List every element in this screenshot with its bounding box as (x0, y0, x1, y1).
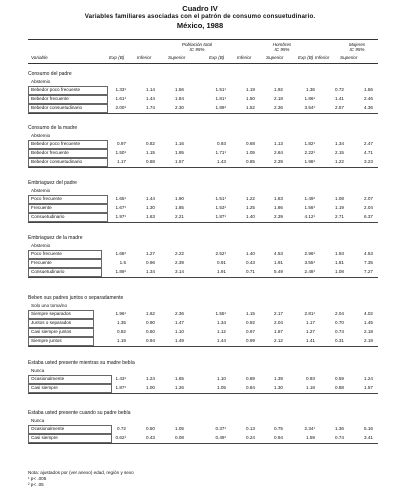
table-row (28, 267, 378, 276)
table-row (28, 85, 378, 94)
table-cell: 1.83 (274, 196, 283, 201)
table-cell: 1.15 (146, 150, 155, 155)
table-cell: 1.89¹ (215, 105, 226, 110)
table-cell: 1.90 (175, 196, 184, 201)
section-rule (28, 346, 378, 347)
group-header-men (245, 42, 319, 52)
table-cell: 2.17 (274, 311, 283, 316)
section-rule (28, 167, 378, 168)
table-cell: 1.85 (175, 205, 184, 210)
footnote-p2: ² p< .05 (28, 482, 44, 487)
section-rule (28, 222, 378, 223)
row-label: Juntos o separados (31, 320, 72, 325)
section-title: Embriaguez de la madre (28, 235, 83, 241)
table-cell: 0.70 (335, 320, 344, 325)
table-cell: 1.35 (117, 320, 126, 325)
table-cell: 1.41 (306, 338, 315, 343)
table-cell: 1.84 (175, 96, 184, 101)
table-cell: 1.15 (246, 311, 255, 316)
row-label: Poco frecuente (31, 196, 62, 201)
section-title: Beben sus padres juntos o separadamente (28, 295, 124, 301)
table-cell: 7.27 (364, 269, 373, 274)
table-cell: 1.43 (217, 159, 226, 164)
table-cell: 0.50 (146, 426, 155, 431)
table-cell: 1.14 (146, 87, 155, 92)
table-cell: 1.56¹ (304, 205, 315, 210)
table-cell: 0.93 (306, 376, 315, 381)
row-label: Bebedor frecuente (31, 150, 69, 155)
table-cell: 1.49¹ (304, 196, 315, 201)
row-label: Bebedor frecuente (31, 96, 69, 101)
group-ci: IC 95% (189, 47, 205, 52)
table-cell: 1.34 (217, 320, 226, 325)
reference-category: Abstemio (31, 133, 51, 138)
table-cell: 0.43 (246, 260, 255, 265)
table-cell: 1.62 (146, 311, 155, 316)
table-number: Cuadro IV (182, 4, 218, 13)
row-label: Frecuente (31, 205, 52, 210)
table-title-block (0, 5, 400, 30)
table-cell: 5.49 (274, 269, 283, 274)
table-cell: 1.22 (246, 196, 255, 201)
header-top-rule (28, 39, 378, 40)
table-cell: 0.97 (117, 141, 126, 146)
table-cell: 0.88 (146, 159, 155, 164)
table-cell: 1.36 (306, 87, 315, 92)
table-cell: 1.91 (274, 260, 283, 265)
col-superior-men: Superior (266, 55, 284, 60)
table-cell: 0.84 (246, 385, 255, 390)
table-cell: 2.81¹ (304, 311, 315, 316)
table-cell: 1.10 (217, 376, 226, 381)
section-rule (28, 443, 378, 444)
reference-category: Abstemio (31, 188, 51, 193)
table-cell: 0.94 (274, 435, 283, 440)
table-cell: 1.12 (217, 329, 226, 334)
table-cell: 1.40 (246, 214, 255, 219)
table-cell: 1.05 (246, 150, 255, 155)
table-cell: 1.56 (364, 87, 373, 92)
table-cell: 1.08 (335, 269, 344, 274)
table-cell: 0.24 (246, 435, 255, 440)
table-cell: 2.04 (335, 311, 344, 316)
table-cell: 1.55¹ (215, 311, 226, 316)
table-column-header (0, 39, 400, 65)
section-rule (28, 113, 378, 114)
table-cell: 2.96¹ (304, 251, 315, 256)
section-title: Estaba usted presente cuando su padre bebía (28, 410, 131, 416)
table-row (28, 318, 378, 327)
table-cell: 2.71 (335, 214, 344, 219)
table-cell: 1.71¹ (215, 150, 226, 155)
group-title: Mujeres (348, 42, 366, 47)
row-label: Ocasionalmente (31, 426, 65, 431)
table-cell: 1.74 (146, 105, 155, 110)
table-cell: 1.34 (146, 269, 155, 274)
table-cell: 0.85 (246, 159, 255, 164)
table-cell: 1.91 (217, 269, 226, 274)
table-cell: 1.51¹ (215, 196, 226, 201)
section-rule (28, 393, 378, 394)
table-cell: 1.86 (274, 205, 283, 210)
table-cell: 2.39 (175, 260, 184, 265)
table-section (28, 295, 378, 345)
table-row (28, 212, 378, 221)
row-label: Bebedor poco frecuente (31, 141, 81, 146)
section-title: Consumo de la madre (28, 125, 78, 131)
group-title: Población total (181, 42, 213, 47)
table-cell: 1.18 (306, 385, 315, 390)
table-cell: 2.04 (364, 205, 373, 210)
table-cell: 1.87¹ (115, 385, 126, 390)
table-cell: 0.75 (274, 426, 283, 431)
reference-category: Solo uno toma/no (31, 303, 68, 308)
table-cell: 1.10 (175, 329, 184, 334)
section-title: Estaba usted presente mientras su madre bebía (28, 360, 135, 366)
table-cell: 3.55¹ (304, 260, 315, 265)
table-cell: 0.89 (246, 376, 255, 381)
reference-category: Abstemio (31, 79, 51, 84)
table-cell: 1.24 (364, 376, 373, 381)
table-cell: 1.33¹ (115, 87, 126, 92)
table-cell: 1.59 (306, 435, 315, 440)
table-cell: 1.67¹ (115, 205, 126, 210)
table-row (28, 327, 378, 336)
table-cell: 0.62¹ (115, 435, 126, 440)
table-row (28, 94, 378, 103)
table-cell: 3.14 (175, 269, 184, 274)
table-row (28, 258, 378, 267)
table-cell: 1.26 (175, 385, 184, 390)
table-cell: 1.86¹ (304, 96, 315, 101)
table-cell: 3.54¹ (304, 105, 315, 110)
reference-category: Nunca (31, 368, 45, 373)
table-cell: 2.39 (274, 214, 283, 219)
table-cell: 0.60 (146, 329, 155, 334)
table-cell: 4.53 (274, 251, 283, 256)
table-section (28, 180, 378, 221)
table-cell: 1.65 (175, 376, 184, 381)
table-cell: 0.37¹ (215, 426, 226, 431)
col-superior-total: Superior (168, 55, 186, 60)
table-cell: 1.13 (274, 141, 283, 146)
table-cell: 0.74 (335, 435, 344, 440)
table-row (28, 309, 378, 318)
col-exp-b-women: Exp (B) (298, 55, 314, 60)
row-label: Casi siempre (31, 385, 58, 390)
reference-category: Abstemio (31, 243, 51, 248)
col-inferior-men: Inferior (237, 55, 252, 60)
section-rule (28, 277, 378, 278)
table-cell: 0.94 (146, 338, 155, 343)
table-cell: 1.96¹ (115, 311, 126, 316)
table-cell: 1.61¹ (115, 96, 126, 101)
row-label: Bebedor consuetudinario (31, 159, 83, 164)
table-cell: 2.15 (335, 150, 344, 155)
table-cell: 1.25 (246, 205, 255, 210)
table-cell: 4.53 (364, 251, 373, 256)
table-cell: 0.82 (146, 141, 155, 146)
footnote-p1: ¹ p< .005 (28, 476, 47, 481)
table-cell: 1.45 (364, 320, 373, 325)
table-cell: 1.68¹ (115, 251, 126, 256)
table-cell: 1.65¹ (115, 196, 126, 201)
table-cell: 2.57 (335, 105, 344, 110)
row-label: Bebedor consuetudinario (31, 105, 83, 110)
table-cell: 1.19 (335, 205, 344, 210)
reference-category: Nunca (31, 418, 45, 423)
table-cell: 1.82¹ (304, 141, 315, 146)
table-cell: 1.49 (175, 338, 184, 343)
table-row (28, 139, 378, 148)
table-cell: 2.30 (175, 105, 184, 110)
table-row (28, 103, 378, 112)
table-cell: 2.04 (274, 320, 283, 325)
row-label: Consuetudinario (31, 214, 65, 219)
table-row (28, 148, 378, 157)
table-row (28, 383, 378, 392)
table-cell: 1.24 (146, 376, 155, 381)
table-cell: 0.08 (175, 435, 184, 440)
table-cell: 0.90 (146, 320, 155, 325)
row-label: Casi siempre juntos (31, 329, 72, 334)
section-title: Consumo del padre (28, 71, 72, 77)
table-section (28, 71, 378, 112)
col-superior-women: Superior (340, 55, 358, 60)
table-cell: 1.89¹ (115, 269, 126, 274)
table-row (28, 194, 378, 203)
table-cell: 1.81 (335, 260, 344, 265)
table-cell: 1.95 (175, 150, 184, 155)
row-label: Consuetudinario (31, 269, 65, 274)
table-cell: 0.72 (117, 426, 126, 431)
table-cell: 2.18 (364, 329, 373, 334)
table-cell: 1.87 (274, 329, 283, 334)
table-cell: 1.87¹ (215, 214, 226, 219)
table-cell: 2.21 (175, 214, 184, 219)
table-cell: 2.07 (364, 196, 373, 201)
table-cell: 1.92 (274, 87, 283, 92)
section-title: Embriaguez del padre (28, 180, 77, 186)
row-label: Bebedor poco frecuente (31, 87, 81, 92)
table-cell: 1.39 (274, 376, 283, 381)
table-cell: 2.46 (364, 96, 373, 101)
table-cell: 5.16 (364, 426, 373, 431)
table-section (28, 235, 378, 276)
table-cell: 1.97¹ (115, 214, 126, 219)
table-row (28, 336, 378, 345)
table-row (28, 433, 378, 442)
col-exp-b-men: Exp (B) (209, 55, 225, 60)
row-label: Ocasionalmente (31, 376, 65, 381)
table-cell: 2.34¹ (304, 426, 315, 431)
table-cell: 0.96 (146, 260, 155, 265)
table-cell: 2.47 (364, 141, 373, 146)
table-cell: 4.36 (364, 105, 373, 110)
table-cell: 1.16 (175, 141, 184, 146)
table-cell: 1.81¹ (215, 96, 226, 101)
table-cell: 0.13 (246, 426, 255, 431)
table-cell: 1.5 (119, 260, 126, 265)
footnote-note: Nota: ajustados por (ver anexo) edad, región y sexo (28, 470, 134, 475)
table-cell: 0.71 (246, 269, 255, 274)
table-cell: 0.49¹ (215, 435, 226, 440)
table-row (28, 424, 378, 433)
table-cell: 2.22¹ (304, 150, 315, 155)
table-cell: 0.92 (246, 320, 255, 325)
table-cell: 1.19 (117, 338, 126, 343)
table-cell: 4.71 (364, 150, 373, 155)
table-cell: 1.47 (175, 320, 184, 325)
table-cell: 1.30 (274, 385, 283, 390)
row-label: Poco frecuente (31, 251, 62, 256)
table-place-year: México, 1988 (176, 21, 224, 30)
table-cell: 0.72 (335, 87, 344, 92)
table-cell: 0.67 (246, 329, 255, 334)
table-cell: 1.19 (246, 87, 255, 92)
variable-column-header: Variable (31, 55, 48, 60)
table-cell: 4.02 (364, 311, 373, 316)
table-cell: 1.44 (146, 96, 155, 101)
table-cell: 1.08 (335, 196, 344, 201)
table-cell: 1.57 (364, 385, 373, 390)
table-cell: 1.50¹ (115, 150, 126, 155)
table-cell: 1.27 (146, 251, 155, 256)
table-cell: 1.34 (335, 141, 344, 146)
table-cell: 1.05 (217, 385, 226, 390)
table-section (28, 125, 378, 166)
table-cell: 1.50 (246, 96, 255, 101)
table-cell: 2.36 (274, 105, 283, 110)
table-cell: 2.52¹ (215, 251, 226, 256)
table-cell: 0.88 (335, 385, 344, 390)
table-cell: 2.18 (274, 96, 283, 101)
table-cell: 0.91 (217, 260, 226, 265)
table-cell: 1.52 (246, 105, 255, 110)
table-cell: 3.23 (364, 159, 373, 164)
table-cell: 0.59 (335, 376, 344, 381)
table-cell: 2.48¹ (304, 269, 315, 274)
table-cell: 1.36 (335, 426, 344, 431)
table-cell: 1.44 (146, 196, 155, 201)
table-cell: 1.98¹ (304, 159, 315, 164)
table-cell: 1.56 (175, 87, 184, 92)
col-inferior-women: Inferior (315, 55, 330, 60)
col-exp-b-total: Exp (B) (109, 55, 125, 60)
table-cell: 1.05 (175, 426, 184, 431)
table-row (28, 249, 378, 258)
table-cell: 3.41 (364, 435, 373, 440)
table-section (28, 410, 378, 442)
table-cell: 1.00 (146, 385, 155, 390)
row-label: Frecuente (31, 260, 52, 265)
table-cell: 1.63 (146, 214, 155, 219)
table-cell: 1.27 (306, 329, 315, 334)
table-cell: 0.99 (246, 338, 255, 343)
table-cell: 0.31 (335, 338, 344, 343)
table-cell: 2.84 (274, 150, 283, 155)
table-cell: 1.51¹ (215, 87, 226, 92)
table-cell: 4.12¹ (304, 214, 315, 219)
table-caption: Variables familiares asociadas con el patrón de consumo consuetudinario. (84, 13, 316, 20)
group-ci: IC 95% (274, 47, 290, 52)
group-header-women (320, 42, 394, 52)
table-cell: 1.93 (335, 251, 344, 256)
col-inferior-total: Inferior (137, 55, 152, 60)
group-header-total (160, 42, 234, 52)
table-cell: 1.30 (146, 205, 155, 210)
table-cell: 1.17 (117, 159, 126, 164)
group-ci: IC 95% (349, 47, 365, 52)
table-cell: 2.00¹ (115, 105, 126, 110)
table-footnotes (28, 470, 134, 488)
table-cell: 1.43¹ (115, 376, 126, 381)
table-cell: 1.57 (175, 159, 184, 164)
table-cell: 0.74 (335, 329, 344, 334)
table-row (28, 203, 378, 212)
table-cell: 0.43 (146, 435, 155, 440)
table-row (28, 374, 378, 383)
table-cell: 2.36 (175, 311, 184, 316)
row-label: Siempre separados (31, 311, 71, 316)
table-cell: 1.44 (217, 338, 226, 343)
table-cell: 2.19 (364, 338, 373, 343)
row-label: Casi siempre (31, 435, 58, 440)
table-cell: 0.82 (117, 329, 126, 334)
table-cell: 1.40 (246, 251, 255, 256)
table-cell: 1.41 (335, 96, 344, 101)
table-cell: 2.39 (274, 159, 283, 164)
table-cell: 0.93 (217, 141, 226, 146)
table-cell: 1.22 (335, 159, 344, 164)
group-title: Hombres (272, 42, 292, 47)
table-cell: 2.22 (175, 251, 184, 256)
table-cell: 1.17 (306, 320, 315, 325)
table-section (28, 360, 378, 392)
table-cell: 7.35 (364, 260, 373, 265)
header-bottom-rule (28, 63, 378, 64)
table-cell: 6.37 (364, 214, 373, 219)
table-cell: 2.12 (274, 338, 283, 343)
table-cell: 1.53¹ (215, 205, 226, 210)
table-cell: 0.68 (246, 141, 255, 146)
table-row (28, 157, 378, 166)
row-label: Siempre juntos (31, 338, 62, 343)
